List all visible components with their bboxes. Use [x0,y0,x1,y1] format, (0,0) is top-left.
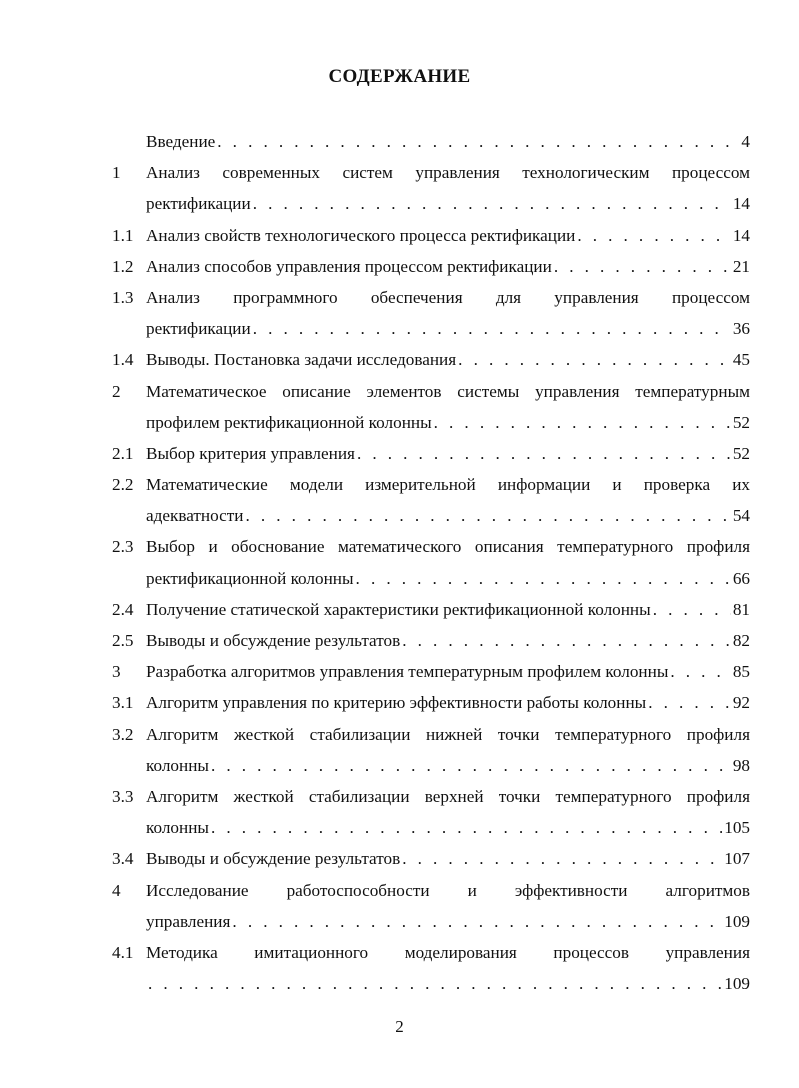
toc-entry-title: Анализ способов управления процессом ректификации [146,256,552,276]
toc-leader-row [146,750,731,781]
toc-leader-row [146,625,731,656]
toc-entry-number: 4 [112,880,121,900]
toc-page-number: 54 [732,506,750,526]
toc-entry [112,843,750,874]
toc-page-number: 82 [732,631,750,650]
toc-page-number: 45 [732,350,750,370]
toc-page-number: 107 [724,849,750,869]
toc-page-number: 105 [724,818,750,838]
toc-entry [112,438,750,469]
toc-line [112,500,750,531]
toc-line [112,220,750,251]
toc-entry [112,220,750,251]
toc-entry [112,126,750,157]
dot-leader [400,625,731,656]
toc-line [112,188,750,219]
toc-page-number: 52 [732,412,750,432]
toc-entry-title: Анализ современных систем управления технологическим процессом [146,163,750,183]
toc-entry-title: Математические модели измерительной информации и проверка их [146,475,750,495]
toc-leader-row [146,594,731,625]
toc-entry-title: ректификации [146,319,251,339]
toc-page-number: 98 [732,755,750,775]
dot-leader [354,563,731,594]
toc-line [112,282,750,313]
toc-entry-title: Разработка алгоритмов управления температурным профилем колонны [146,662,669,682]
toc-leader-row [146,313,731,344]
dot-leader [244,500,731,531]
toc-line [112,781,750,812]
toc-line [112,843,750,874]
toc-line [112,906,750,937]
toc-line [112,251,750,282]
toc-leader-row [146,656,731,687]
toc-entry-number: 1.4 [112,350,134,370]
dot-leader [400,843,722,874]
toc-entry-title: колонны [146,818,209,838]
toc-entry-title: Анализ программного обеспечения для управления процессом [146,287,750,307]
toc-entry-number: 3.1 [112,693,134,713]
toc-line [112,344,750,375]
toc-entry [112,157,750,219]
toc-entry-title: Алгоритм жесткой стабилизации нижней точки температурного профиля [146,724,750,744]
toc-page-number: 109 [724,974,750,994]
toc-page-number: 109 [724,911,750,931]
toc-leader-row [146,843,722,874]
toc-entry-title: адекватности [146,506,244,526]
toc-leader-row [146,438,731,469]
toc-entry-number: 1.1 [112,225,134,245]
toc-entry-number: 3.2 [112,724,134,744]
toc-entry [112,531,750,593]
toc-entry [112,376,750,438]
toc-line [112,875,750,906]
toc-page-number: 14 [732,225,750,245]
toc-page-number: 52 [732,443,750,463]
toc-line [112,438,750,469]
toc-line [112,687,750,718]
toc-line [112,625,750,656]
toc-entry-number: 3 [112,662,121,682]
toc-line [112,531,750,562]
toc-leader-row [146,563,731,594]
dot-leader [215,126,739,157]
table-of-contents [112,126,750,999]
dot-leader [552,251,731,282]
toc-entry-number: 2 [112,381,121,401]
toc-line [112,812,750,843]
toc-entry-title: Выбор и обоснование математического описания температурного профиля [146,537,750,557]
toc-leader-row [146,126,739,157]
toc-entry-number: 1.3 [112,287,134,307]
toc-leader-row [146,687,731,718]
toc-line [112,376,750,407]
toc-entry-number: 2.1 [112,443,134,463]
dot-leader [230,906,722,937]
toc-entry-title: Анализ свойств технологического процесса ректификации [146,225,576,245]
toc-entry-number: 2.5 [112,631,134,650]
toc-entry [112,719,750,781]
toc-line [112,656,750,687]
toc-leader-row [146,220,731,251]
toc-line [112,968,750,999]
toc-entry-title: Выводы и обсуждение результатов [146,849,401,869]
dot-leader [432,407,731,438]
toc-page-number: 85 [732,662,750,682]
toc-page-number: 66 [732,568,750,588]
toc-line [112,937,750,968]
toc-entry-title: управления [146,911,231,931]
toc-page-number: 4 [741,132,750,151]
dot-leader [668,656,730,687]
dot-leader [209,750,731,781]
toc-page-number: 14 [732,194,750,214]
toc-leader-row [146,968,722,999]
dot-leader [251,313,731,344]
toc-entry [112,625,750,656]
dot-leader [646,687,731,718]
toc-leader-row [146,812,722,843]
toc-entry-number: 4.1 [112,942,134,962]
toc-line [112,563,750,594]
dot-leader [251,188,731,219]
toc-entry [112,594,750,625]
toc-entry-title: Исследование работоспособности и эффективности алгоритмов [146,880,750,900]
dot-leader [651,594,731,625]
toc-line [112,407,750,438]
toc-leader-row [146,407,731,438]
toc-entry-title: Алгоритм жесткой стабилизации верхней точки температурного профиля [146,786,750,806]
toc-leader-row [146,251,731,282]
toc-entry [112,251,750,282]
toc-line [112,313,750,344]
toc-entry-number: 2.4 [112,599,134,619]
toc-entry-title: профилем ректификационной колонны [146,412,432,432]
toc-entry-title: Методика имитационного моделирования процессов управления [146,942,750,962]
toc-entry-number: 2.3 [112,537,134,557]
toc-line [112,750,750,781]
dot-leader [209,812,722,843]
toc-entry-title: Алгоритм управления по критерию эффективности работы колонны [146,693,647,713]
toc-entry-title: ректификационной колонны [146,568,354,588]
toc-entry-title: Математическое описание элементов системы управления температурным [146,381,750,401]
toc-entry-title: Получение статической характеристики ректификационной колонны [146,599,651,619]
toc-entry [112,656,750,687]
toc-line [112,157,750,188]
toc-entry-number: 3.4 [112,849,134,869]
toc-line [112,469,750,500]
toc-line [112,126,750,157]
toc-entry [112,344,750,375]
dot-leader [355,438,731,469]
dot-leader [575,220,730,251]
toc-entry-title: ректификации [146,194,251,214]
page-number: 2 [395,1017,404,1036]
toc-entry-title: Выводы. Постановка задачи исследования [146,350,457,370]
toc-leader-row [146,906,722,937]
toc-entry-title: Выбор критерия управления [146,443,355,463]
toc-entry [112,875,750,937]
toc-page-number: 36 [732,319,750,339]
toc-entry [112,282,750,344]
toc-leader-row [146,188,731,219]
toc-entry-number: 3.3 [112,786,134,806]
page-title: СОДЕРЖАНИЕ [328,66,471,87]
toc-entry-title: Выводы и обсуждение результатов [146,631,401,650]
toc-leader-row [146,344,731,375]
toc-page-number: 21 [732,256,750,276]
toc-entry [112,781,750,843]
toc-leader-row [146,500,731,531]
toc-line [112,594,750,625]
toc-entry-title: Введение [146,132,216,151]
toc-entry [112,469,750,531]
toc-entry-number: 2.2 [112,475,134,495]
toc-entry [112,937,750,999]
dot-leader [456,344,731,375]
toc-page-number: 81 [732,599,750,619]
toc-entry-title: колонны [146,755,209,775]
toc-entry-number: 1 [112,163,121,183]
toc-line [112,719,750,750]
toc-entry-number: 1.2 [112,256,134,276]
toc-page-number: 92 [732,693,750,713]
dot-leader [146,968,722,999]
toc-entry [112,687,750,718]
